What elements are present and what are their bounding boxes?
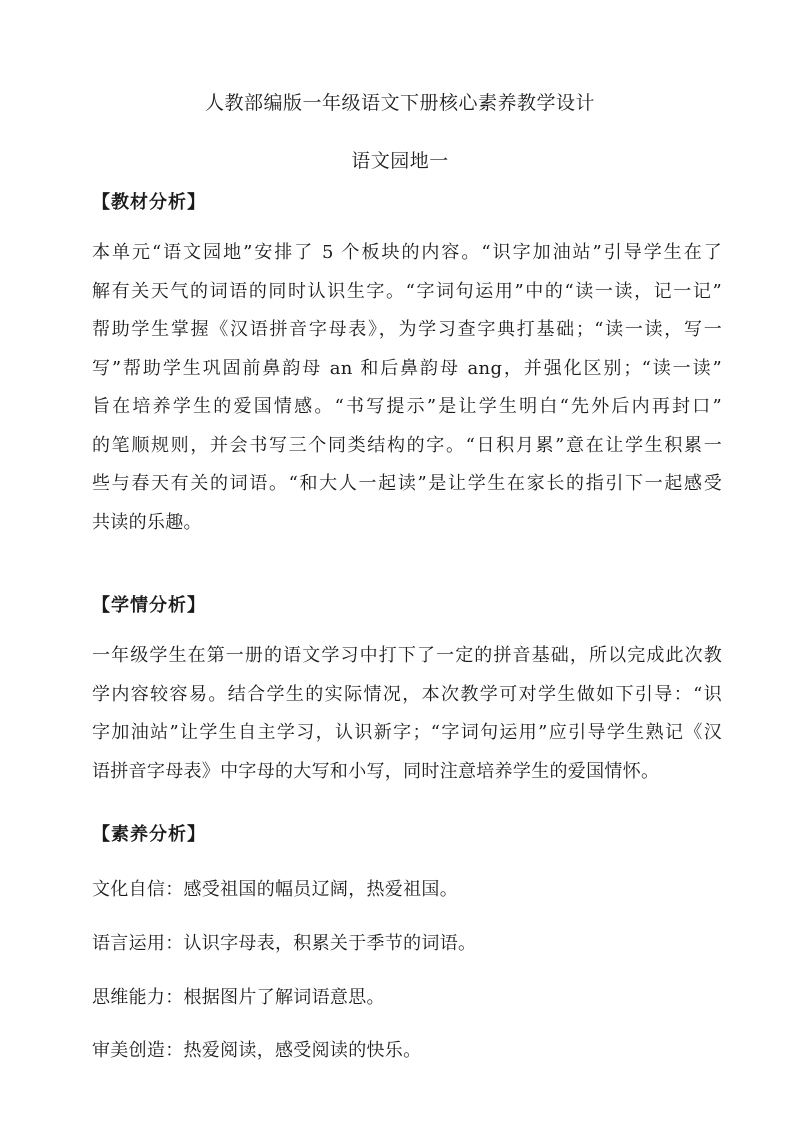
paragraph-line: 的笔顺规则，并会书写三个同类结构的字。“日积月累”意在让学生积累一 [92, 434, 722, 456]
paragraph-line: 共读的乐趣。 [92, 511, 202, 533]
section-heading-student-analysis: 【学情分析】 [92, 595, 206, 616]
paragraph-line: 字加油站”让学生自主学习，认识新字；“字词句运用”应引导学生熟记《汉 [92, 722, 722, 743]
literacy-item-aesthetic-creation: 审美创造：热爱阅读，感受阅读的快乐。 [92, 1040, 422, 1061]
paragraph-line: 一年级学生在第一册的语文学习中打下了一定的拼音基础，所以完成此次教 [92, 645, 722, 666]
literacy-item-cultural-confidence: 文化自信：感受祖国的幅员辽阔，热爱祖国。 [92, 879, 458, 900]
section-heading-literacy-analysis: 【素养分析】 [92, 824, 206, 845]
paragraph-line: 些与春天有关的词语。“和大人一起读”是让学生在家长的指引下一起感受 [92, 473, 722, 494]
paragraph-line: 写”帮助学生巩固前鼻韵母 an 和后鼻韵母 ang，并强化区别；“读一读” [92, 357, 722, 379]
section-paragraph-student-analysis [92, 637, 722, 791]
document-subtitle: 语文园地一 [351, 150, 449, 172]
paragraph-line: 旨在培养学生的爱国情感。“书写提示”是让学生明白“先外后内再封口” [92, 396, 722, 417]
paragraph-line: 帮助学生掌握《汉语拼音字母表》，为学习查字典打基础；“读一读，写一 [92, 319, 722, 340]
paragraph-line: 学内容较容易。结合学生的实际情况，本次教学可对学生做如下引导：“识 [92, 683, 722, 705]
section-heading-textbook-analysis: 【教材分析】 [92, 192, 206, 213]
paragraph-line: 语拼音字母表》中字母的大写和小写，同时注意培养学生的爱国情怀。 [92, 760, 660, 782]
literacy-item-language-use: 语言运用：认识字母表，积累关于季节的词语。 [92, 933, 477, 954]
literacy-item-thinking-ability: 思维能力：根据图片了解词语意思。 [92, 987, 385, 1008]
section-paragraph-textbook-analysis [92, 234, 722, 542]
paragraph-line: 本单元“语文园地”安排了 5 个板块的内容。“识字加油站”引导学生在了 [92, 242, 722, 263]
document-title: 人教部编版一年级语文下册核心素养教学设计 [204, 92, 595, 114]
paragraph-line: 解有关天气的词语的同时认识生字。“字词句运用”中的“读一读，记一记” [92, 280, 722, 302]
